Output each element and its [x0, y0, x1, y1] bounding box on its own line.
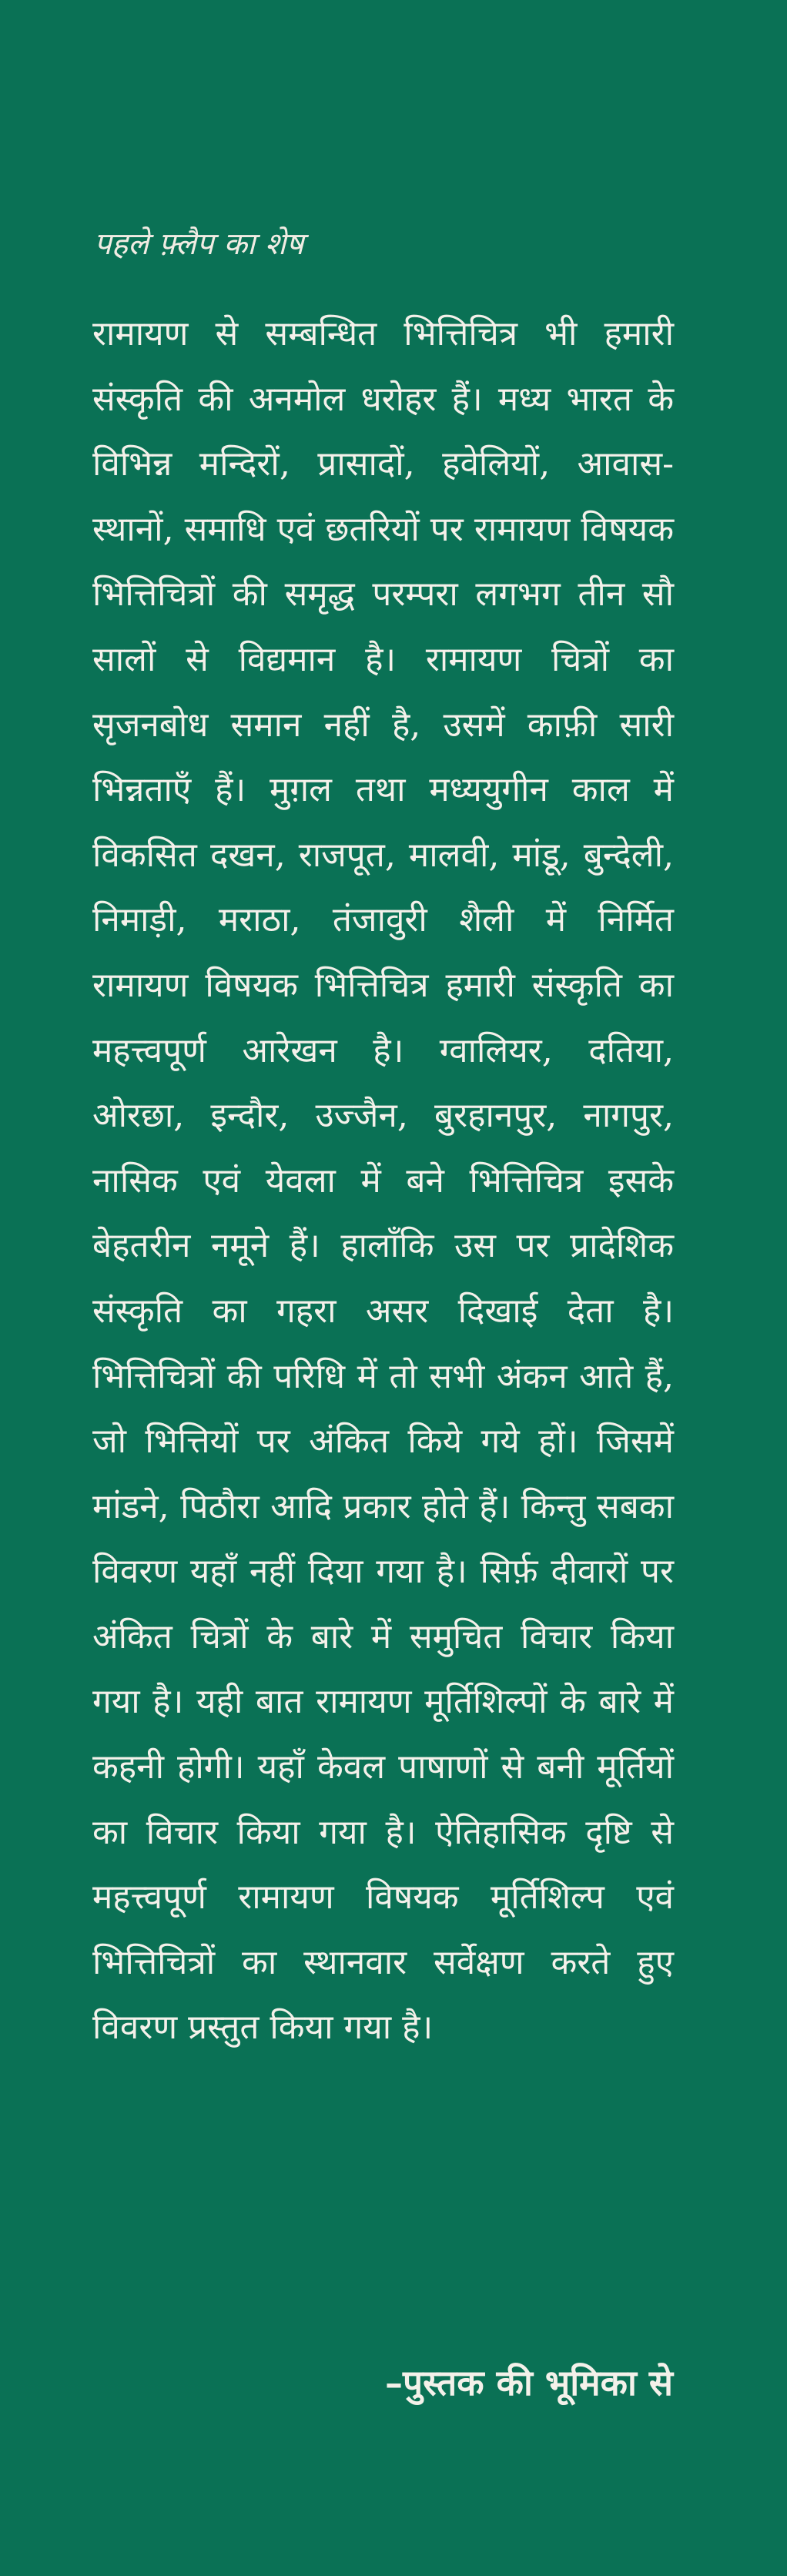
- continuation-heading: पहले फ़्लैप का शेष: [94, 226, 304, 262]
- body-paragraph: रामायण से सम्बन्धित भित्तिचित्र भी हमारी संस्कृति की अनमोल धरोहर हैं। मध्य भारत के विभिन्न मन्दिरों, प्रासादों, हवेलियों, आवास-स्थानों, समाधि एवं छतरियों पर रामायण विषयक भित्तिचित्रों की समृद्ध परम्परा लगभग तीन सौ सालों से विद्यमान है। रामायण चित्रों का सृजनबोध समान नहीं है, उसमें काफ़ी सारी भिन्नताएँ हैं। मुग़ल तथा मध्ययुगीन काल में विकसित दखन, राजपूत, मालवी, मांडू, बुन्देली, निमाड़ी, मराठा, तंजावुरी शैली में निर्मित रामायण विषयक भित्तिचित्र हमारी संस्कृति का महत्त्वपूर्ण आरेखन है। ग्वालियर, दतिया, ओरछा, इन्दौर, उज्जैन, बुरहानपुर, नागपुर, नासिक एवं येवला में बने भित्तिचित्र इसके बेहतरीन नमूने हैं। हालाँकि उस पर प्रादेशिक संस्कृति का गहरा असर दिखाई देता है। भित्तिचित्रों की परिधि में तो सभी अंकन आते हैं, जो भित्तियों पर अंकित किये गये हों। जिसमें मांडने, पिठौरा आदि प्रकार होते हैं। किन्तु सबका विवरण यहाँ नहीं दिया गया है। सिर्फ़ दीवारों पर अंकित चित्रों के बारे में समुचित विचार किया गया है। यही बात रामायण मूर्तिशिल्पों के बारे में कहनी होगी। यहाँ केवल पाषाणों से बनी मूर्तियों का विचार किया गया है। ऐतिहासिक दृष्टि से महत्त्वपूर्ण रामायण विषयक मूर्तिशिल्प एवं भित्तिचित्रों का स्थानवार सर्वेक्षण करते हुए विवरण प्रस्तुत किया गया है।: [92, 314, 674, 2048]
- attribution: –पुस्तक की भूमिका से: [385, 2362, 673, 2403]
